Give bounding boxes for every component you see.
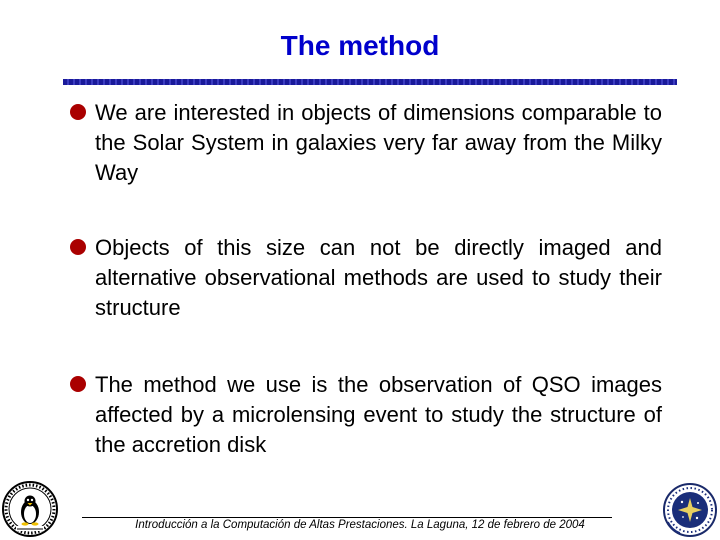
footer-text: Introducción a la Computación de Altas Prestaciones. La Laguna, 12 de febrero de 2004 [135,519,585,531]
bullet-text: The method we use is the observation of QSO images affected by a microlensing event to study the structure of the accretion disk [95,372,662,457]
bullet-item-2 [70,233,662,323]
bullet-marker-icon [70,104,86,120]
bullet-marker-icon [70,376,86,392]
bullet-text: Objects of this size can not be directly imaged and alternative observational methods are used to study their structure [95,235,662,320]
bullet-item-1 [70,98,662,188]
title-divider [63,79,677,85]
bullet-text: We are interested in objects of dimensions comparable to the Solar System in galaxies very far away from the Milky Way [95,100,662,185]
bullet-item-3 [70,370,662,460]
footer-divider [82,517,612,518]
slide-title: The method [280,30,440,61]
bullet-marker-icon [70,239,86,255]
